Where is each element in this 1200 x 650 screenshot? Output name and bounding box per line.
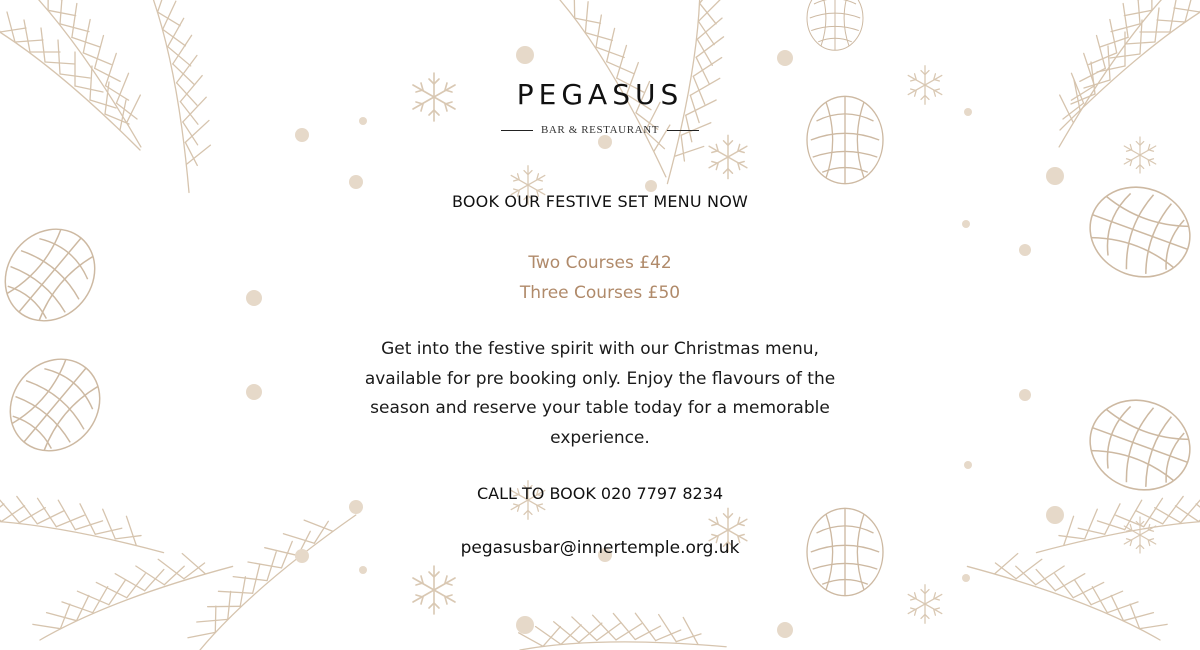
logo-subtitle: BAR & RESTAURANT (540, 124, 660, 136)
logo-subtitle-row (0, 124, 1200, 136)
price-two-courses: Two Courses £42 (528, 253, 672, 273)
phone-booking[interactable]: CALL TO BOOK 020 7797 8234 (476, 484, 724, 503)
headline: BOOK OUR FESTIVE SET MENU NOW (451, 192, 749, 211)
logo-divider-left (501, 130, 533, 131)
logo-divider-right (667, 130, 699, 131)
price-three-courses: Three Courses £50 (519, 283, 681, 303)
logo-name: PEGASUS (516, 78, 684, 111)
email-link[interactable]: pegasusbar@innertemple.org.uk (460, 538, 740, 558)
description: Get into the festive spirit with our Christmas menu, available for pre booking only. Enjoy the flavours of the season and reserve your table today for a memorable experience. (364, 339, 836, 448)
